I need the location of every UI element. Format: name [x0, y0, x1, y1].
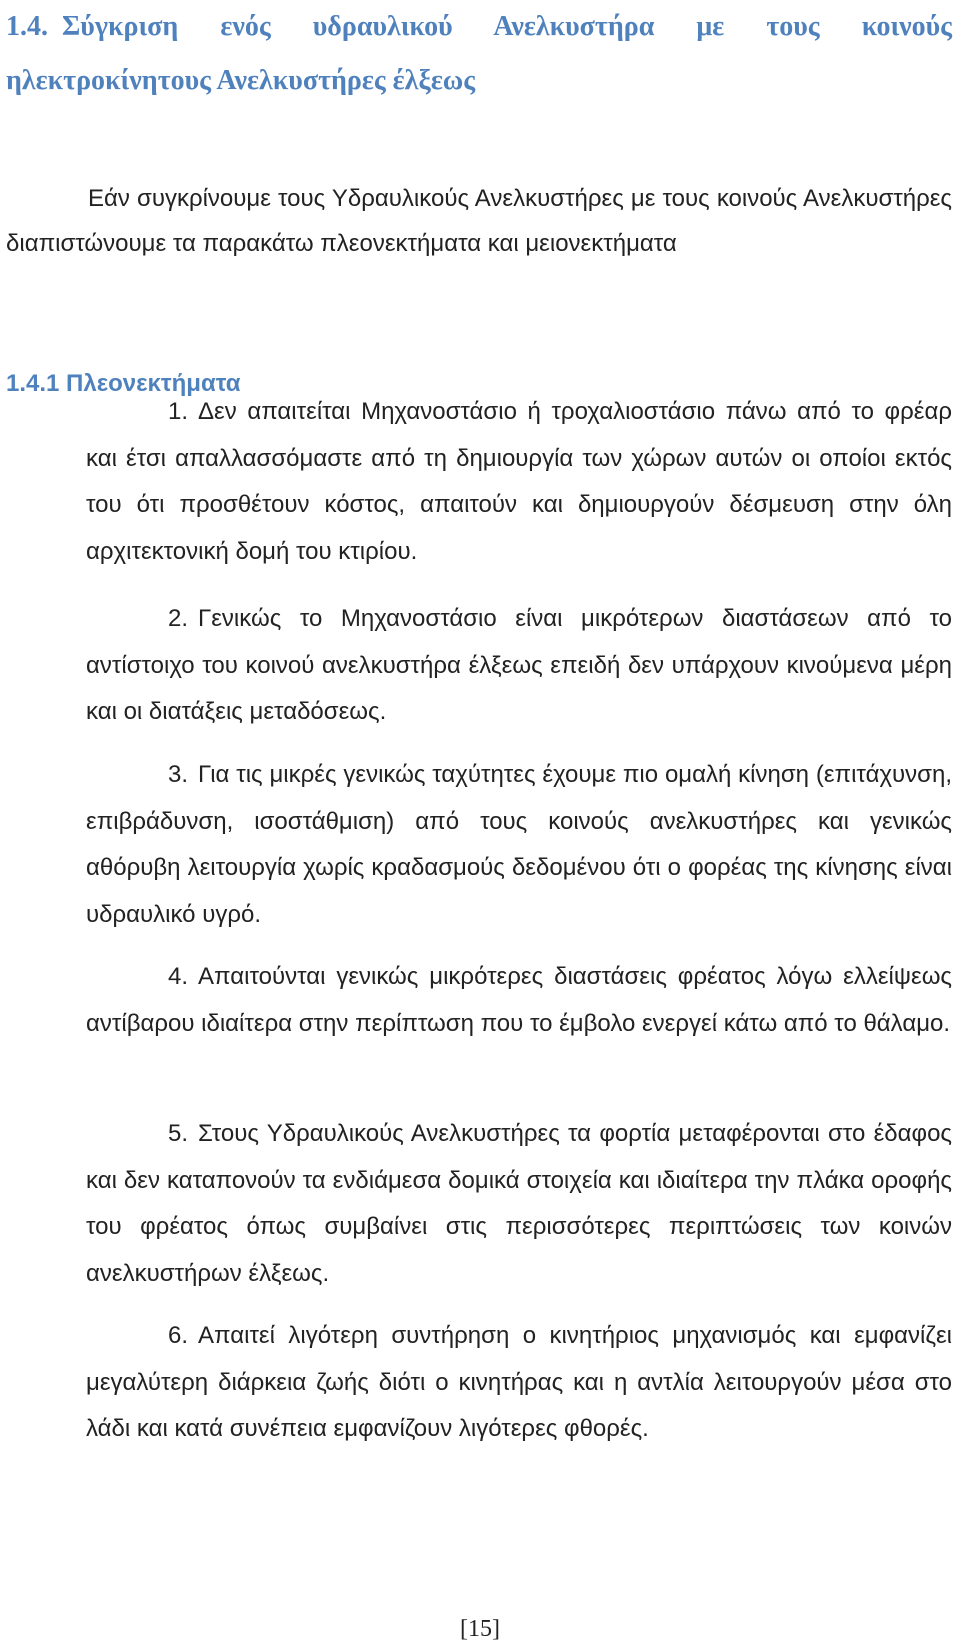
section-heading	[6, 0, 952, 108]
list-item	[86, 596, 952, 736]
list-item-number: 5.	[168, 1120, 189, 1147]
list-item	[86, 1313, 952, 1453]
intro-paragraph: Εάν συγκρίνουμε τους Υδραυλικούς Ανελκυστήρες με τους κοινούς Ανελκυστήρες διαπιστώνουμε τα παρακάτω πλεονεκτήματα και μειονεκτήματα	[6, 185, 952, 257]
list-item	[86, 954, 952, 1047]
list-item-text: Για τις μικρές γενικώς ταχύτητες έχουμε πιο ομαλή κίνηση (επιτάχυνση, επιβράδυνση, ισοστάθμιση) από τους κοινούς ανελκυστήρες και γενικώς αθόρυβη λειτουργία χωρίς κραδασμούς δεδομένου ότι ο φορέας της κίνησης είναι υδραυλικό υγρό.	[86, 761, 952, 928]
list-item-text: Απαιτούνται γενικώς μικρότερες διαστάσεις φρέατος λόγω ελλείψεως αντίβαρου ιδιαίτερα στην περίπτωση που το έμβολο ενεργεί κάτω από το θάλαμο.	[86, 963, 952, 1037]
section-number: 1.4.	[6, 11, 48, 42]
list-item-text: Στους Υδραυλικούς Ανελκυστήρες τα φορτία μεταφέρονται στο έδαφος και δεν καταπονούν τα ενδιάμεσα δομικά στοιχεία και ιδιαίτερα την πλάκα οροφής του φρέατος όπως συμβαίνει στις περισσότερες περιπτώσεις των κοινών ανελκυστήρων έλξεως.	[86, 1120, 952, 1287]
page-number: [15]	[460, 1616, 500, 1642]
list-item-text: Απαιτεί λιγότερη συντήρηση ο κινητήριος μηχανισμός και εμφανίζει μεγαλύτερη διάρκεια ζωής διότι ο κινητήρας και η αντλία λειτουργούν μέσα στο λάδι και κατά συνέπεια εμφανίζουν λιγότερες φθορές.	[86, 1322, 952, 1442]
list-item	[86, 1111, 952, 1297]
list-item-number: 3.	[168, 761, 189, 788]
list-item-text: Γενικώς το Μηχανοστάσιο είναι μικρότερων διαστάσεων από το αντίστοιχο του κοινού ανελκυστήρα έλξεως επειδή δεν υπάρχουν κινούμενα μέρη και οι διατάξεις μεταδόσεως.	[86, 605, 952, 725]
list-item-number: 2.	[168, 605, 189, 632]
list-item-text: Δεν απαιτείται Μηχανοστάσιο ή τροχαλιοστάσιο πάνω από το φρέαρ και έτσι απαλλασσόμαστε από τη δημιουργία των χώρων αυτών οι οποίοι εκτός του ότι προσθέτουν κόστος, απαιτούν και δημιουργούν δέσμευση στην όλη αρχιτεκτονική δομή του κτιρίου.	[86, 398, 952, 565]
list-item	[86, 752, 952, 938]
subsection-heading: 1.4.1 Πλεονεκτήματα	[6, 370, 241, 397]
list-item-number: 4.	[168, 963, 189, 990]
section-title: Σύγκριση ενός υδραυλικού Ανελκυστήρα με τους κοινούς ηλεκτροκίνητους Ανελκυστήρες έλξεως	[6, 11, 952, 96]
list-item-number: 1.	[168, 398, 189, 425]
list-item-number: 6.	[168, 1322, 189, 1349]
list-item	[86, 389, 952, 575]
